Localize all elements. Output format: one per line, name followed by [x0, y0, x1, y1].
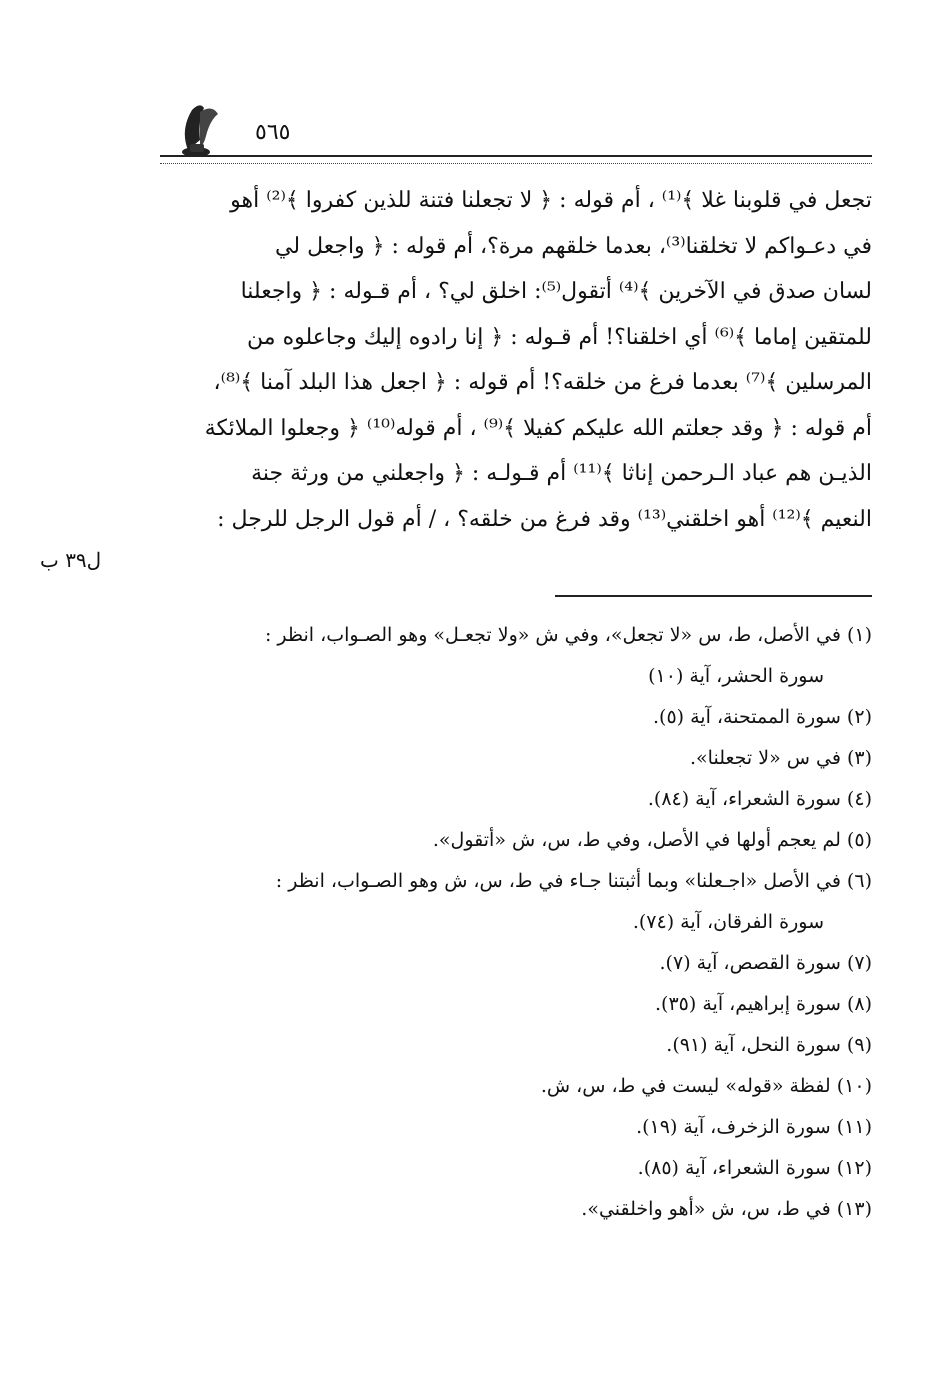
text-line: تجعل في قلوبنا غلا ﴾⁽¹⁾ ، أم قوله : ﴿ لا تجعلنا فتنة للذين كفروا ﴾⁽²⁾ أهو	[230, 188, 872, 213]
footnote: (٥) لم يعجم أولها في الأصل، وفي ط، س، ش «أتقول».	[432, 829, 872, 851]
page-number: ٥٦٥	[255, 120, 291, 145]
text-line: لسان صدق في الآخرين ﴾⁽⁴⁾ أتقول⁽⁵⁾: اخلق لي؟ ، أم قـوله : ﴿ واجعلنا	[240, 279, 872, 304]
footnote: (٨) سورة إبراهيم، آية (٣٥).	[655, 993, 872, 1015]
footnote: (١١) سورة الزخرف، آية (١٩).	[636, 1116, 872, 1138]
text-line: الذيـن هم عباد الـرحمن إناثا ﴾⁽¹¹⁾ أم قـولـه : ﴿ واجعلني من ورثة جنة	[251, 461, 872, 486]
text-line: المرسلين ﴾⁽⁷⁾ بعدما فرغ من خلقه؟! أم قوله : ﴿ اجعل هذا البلد آمنا ﴾⁽⁸⁾،	[213, 370, 872, 395]
margin-note: ل٣٩ ب	[40, 548, 102, 572]
text-line: للمتقين إماما ﴾⁽⁶⁾ أي اخلقنا؟! أم قـوله : ﴿ إنا رادوه إليك وجاعلوه من	[247, 324, 872, 350]
footnote: (٣) في س «لا تجعلنا».	[690, 747, 872, 769]
page-header	[160, 100, 872, 170]
footnote: (٧) سورة القصص، آية (٧).	[659, 952, 872, 974]
footnote: (٢) سورة الممتحنة، آية (٥).	[652, 706, 872, 728]
footnote: (١٣) في ط، س، ش «أهو واخلقني».	[581, 1198, 872, 1220]
footnote: (١) في الأصل، ط، س «لا تجعل»، وفي ش «ولا تجعـل» وهو الصـواب، انظر :	[264, 624, 872, 646]
footnote: (٦) في الأصل «اجـعلنا» وبما أثبتنا جـاء في ط، س، ش وهو الصـواب، انظر :	[275, 870, 872, 892]
text-line: في دعـواكم لا تخلقنا⁽³⁾، بعدما خلقهم مرة؟، أم قوله : ﴿ واجعل لي	[275, 233, 872, 259]
footnote: (١٢) سورة الشعراء، آية (٨٥).	[637, 1157, 872, 1179]
quill-inkpot-icon	[170, 100, 230, 160]
footnote-continuation: سورة الحشر، آية (١٠)	[648, 665, 824, 687]
text-line: أم قوله : ﴿ وقد جعلتم الله عليكم كفيلا ﴾⁽⁹⁾ ، أم قوله⁽¹⁰⁾ ﴿ وجعلوا الملائكة	[204, 415, 872, 441]
footnotes	[160, 615, 872, 1230]
footnote-separator	[555, 595, 872, 597]
footnote: (٤) سورة الشعراء، آية (٨٤).	[647, 788, 872, 810]
footnote: (٩) سورة النحل، آية (٩١).	[666, 1034, 872, 1056]
main-text	[160, 178, 872, 542]
footnote-continuation: سورة الفرقان، آية (٧٤).	[632, 911, 824, 933]
footnote: (١٠) لفظة «قوله» ليست في ط، س، ش.	[540, 1075, 872, 1097]
text-line: النعيم ﴾⁽¹²⁾ أهو اخلقني⁽¹³⁾ وقد فرغ من خلقه؟ ، / أم قول الرجل للرجل :	[217, 506, 872, 532]
header-rule	[160, 155, 872, 164]
